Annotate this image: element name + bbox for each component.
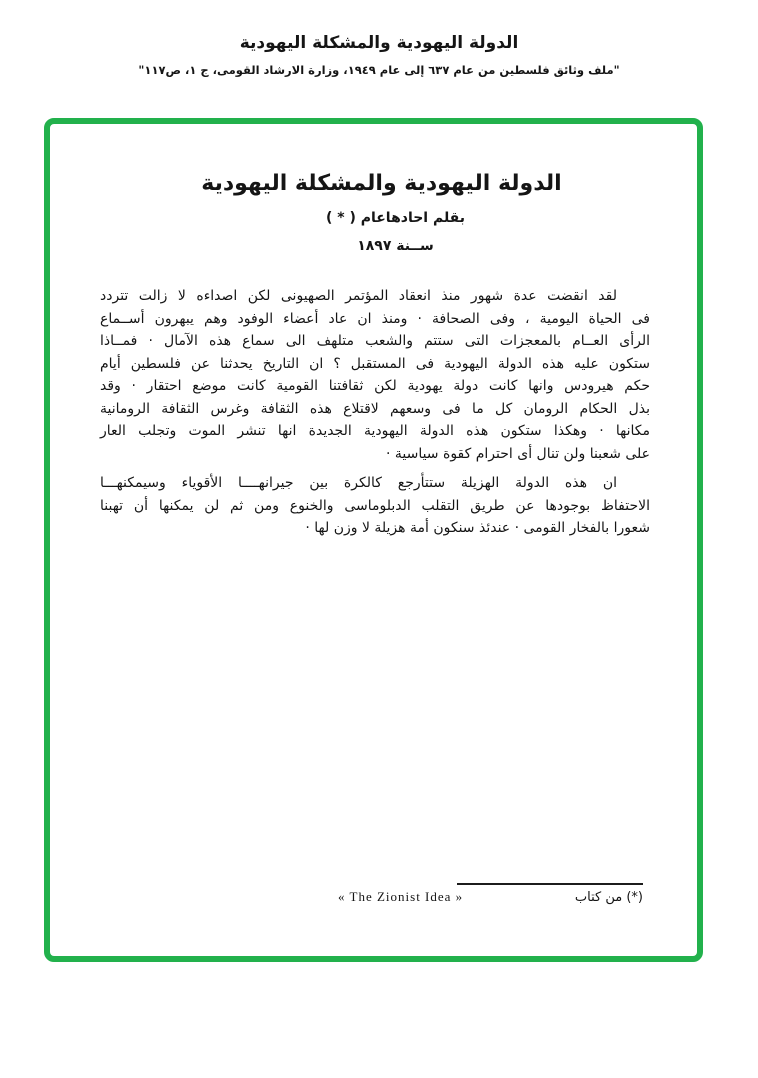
document-title: الدولة اليهودية والمشكلة اليهودية <box>201 170 562 196</box>
body-line: لقد انقضت عدة شهور منذ انعقاد المؤتمر الصهيونى لكن اصداءه لا زالت تتردد <box>100 288 617 304</box>
page-source-citation: "ملف وثائق فلسطين من عام ٦٣٧ إلى عام ١٩٤٩، وزارة الارشاد القومى، ج ١، ص١١٧" <box>138 63 620 77</box>
footnote-book-title: « The Zionist Idea » <box>338 889 464 904</box>
page-header <box>0 31 758 78</box>
body-line: ستكون عليه هذه الدولة اليهودية فى المستقبل ؟ ان التاريخ يحدثنا عن فلسطين أيام <box>100 355 650 372</box>
footnote-source-label: (*) من كتاب <box>574 890 643 905</box>
body-line: الاحتفاظ بوجودها عن طريق التقلب الدبلوماسى والخنوع ومن ثم لن يمكنها أن تهبنا <box>100 497 650 514</box>
body-line: بذل الحكام الرومان كل ما فى وسعهم لاقتلاع هذه الثقافة وغرس الثقافة الرومانية <box>100 400 650 417</box>
page-title: الدولة اليهودية والمشكلة اليهودية <box>239 33 519 53</box>
body-line: شعورا بالفخار القومى · عندئذ سنكون أمة هزيلة لا وزن لها · <box>305 520 650 536</box>
footnote-divider <box>457 883 643 885</box>
body-line: فى الحياة اليومية ، وفى الصحافة · ومنذ ان عاد أعضاء الوفود وهم يبهرون أســماع <box>100 310 650 327</box>
footnote <box>338 889 643 905</box>
paragraph <box>100 472 650 540</box>
body-line: ان هذه الدولة الهزيلة ستتأرجع كالكرة بين جيرانهــــا الأقوياء وسيمكنهـــا <box>100 475 617 491</box>
body-line: مكانها · وهكذا ستكون هذه الدولة اليهودية الجديدة انها تنشر الموت وتجلب العار <box>100 423 650 439</box>
document-frame <box>44 118 703 962</box>
document-body <box>100 285 650 540</box>
body-line: على شعبنا ولن تنال أى احترام كقوة سياسية · <box>385 445 650 462</box>
document-year: ســنة ١٨٩٧ <box>357 238 434 254</box>
body-line: حكم هيرودس وانها كانت دولة يهودية لكن ثقافتنا القومية كانت موضع احتقار · وقد <box>100 378 650 394</box>
paragraph <box>100 285 650 465</box>
body-line: الرأى العــام بالمعجزات التى ستتم والشعب متلهف الى سماع هذه الآمال · فمــاذا <box>100 333 650 349</box>
document-byline: بقلم احادهاعام ( * ) <box>325 210 465 226</box>
